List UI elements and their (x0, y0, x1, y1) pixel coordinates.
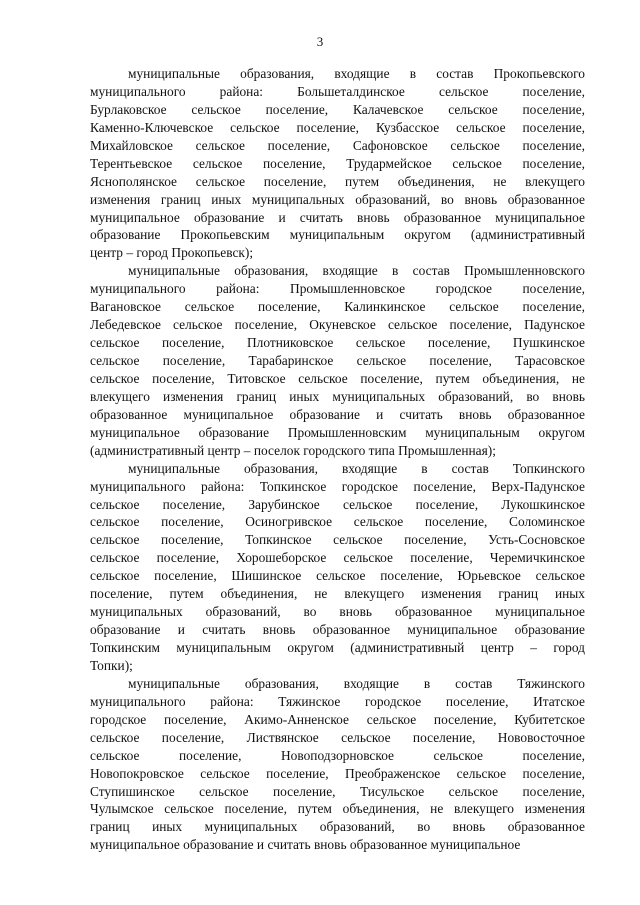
text-line: сельское поселение, Плотниковское сельское поселение, Пушкинское (90, 335, 585, 351)
text-line: муниципального района: Промышленновское городское поселение, (90, 281, 585, 297)
paragraph (90, 460, 585, 675)
text-line: Бурлаковское сельское поселение, Калачевское сельское поселение, (90, 101, 585, 117)
text-line: сельское поселение, Титовское сельское поселение, путем объединения, не (90, 370, 585, 386)
text-line: сельское поселение, Зарубинское сельское поселение, Лукошкинское (90, 496, 585, 512)
text-line: городское поселение, Акимо-Анненское сельское поселение, Кубитетское (90, 711, 585, 727)
text-line: Топкинским муниципальным округом (административный центр – город (90, 640, 585, 655)
text-line: Каменно-Ключевское сельское поселение, Кузбасское сельское поселение, (90, 119, 585, 135)
text-line: Вагановское сельское поселение, Калинкинское сельское поселение, (90, 299, 585, 315)
text-line: муниципальное образование и считать вновь образованное муниципальное (90, 209, 585, 225)
paragraph (90, 675, 585, 854)
text-line: сельское поселение, Новоподзорновское сельское поселение, (90, 747, 585, 763)
text-line: сельское поселение, Осиногривское сельское поселение, Соломинское (90, 514, 585, 530)
text-line: Яснополянское сельское поселение, путем объединения, не влекущего (90, 173, 585, 189)
text-line: сельское поселение, Шишинское сельское поселение, Юрьевское сельское (90, 568, 585, 584)
text-line: муниципального района: Тяжинское городское поселение, Итатское (90, 693, 585, 709)
text-line: муниципального района: Топкинское городское поселение, Верх-Падунское (90, 478, 585, 494)
text-line: муниципальных образований, во вновь образованное муниципальное (90, 604, 585, 620)
text-line: муниципальные образования, входящие в состав Тяжинского (128, 675, 585, 691)
text-line: сельское поселение, Хорошеборское сельское поселение, Черемичкинское (90, 550, 585, 566)
text-line: муниципальные образования, входящие в состав Топкинского (128, 460, 585, 476)
text-line: сельское поселение, Тарабаринское сельское поселение, Тарасовское (90, 353, 585, 368)
text-line: Чулымское сельское поселение, путем объединения, не влекущего изменения (90, 801, 585, 817)
text-line: центр – город Прокопьевск); (90, 245, 254, 261)
text-line: образование и считать вновь образованное муниципальное образование (90, 622, 585, 638)
text-line: изменения границ иных муниципальных образований, во вновь образованное (90, 191, 585, 207)
text-line: влекущего изменения границ иных муниципальных образований, во вновь (90, 388, 585, 404)
text-line: образованное муниципальное образование и считать вновь образованное (90, 406, 585, 422)
text-line: образование Прокопьевским муниципальным округом (административный (90, 227, 585, 243)
text-line: Терентьевское сельское поселение, Трудармейское сельское поселение, (90, 155, 585, 171)
text-line: поселение, путем объединения, не влекущего изменения границ иных (90, 586, 585, 602)
text-line: (административный центр – поселок городского типа Промышленная); (90, 442, 496, 458)
paragraph (90, 262, 585, 459)
text-line: Ступишинское сельское поселение, Тисульское сельское поселение, (90, 783, 585, 799)
text-line: муниципальные образования, входящие в состав Прокопьевского (128, 66, 585, 81)
paragraph (90, 65, 585, 262)
text-line: Михайловское сельское поселение, Сафоновское сельское поселение, (90, 137, 585, 153)
text-line: Топки); (90, 657, 133, 673)
text-line: границ иных муниципальных образований, во вновь образованное (90, 819, 585, 835)
text-line: сельское поселение, Топкинское сельское поселение, Усть-Сосновское (90, 532, 585, 548)
text-line: муниципальное образование Промышленновским муниципальным округом (90, 424, 585, 440)
text-line: муниципальное образование и считать вновь образованное муниципальное (90, 837, 521, 853)
text-line: сельское поселение, Листвянское сельское поселение, Нововосточное (90, 729, 585, 745)
text-line: Новопокровское сельское поселение, Преображенское сельское поселение, (90, 765, 585, 781)
text-line: муниципального района: Большеталдинское сельское поселение, (90, 83, 585, 99)
page-number: 3 (316, 34, 324, 49)
text-line: муниципальные образования, входящие в состав Промышленновского (128, 263, 585, 279)
text-line: Лебедевское сельское поселение, Окуневское сельское поселение, Падунское (90, 317, 585, 333)
document-body (90, 65, 585, 854)
